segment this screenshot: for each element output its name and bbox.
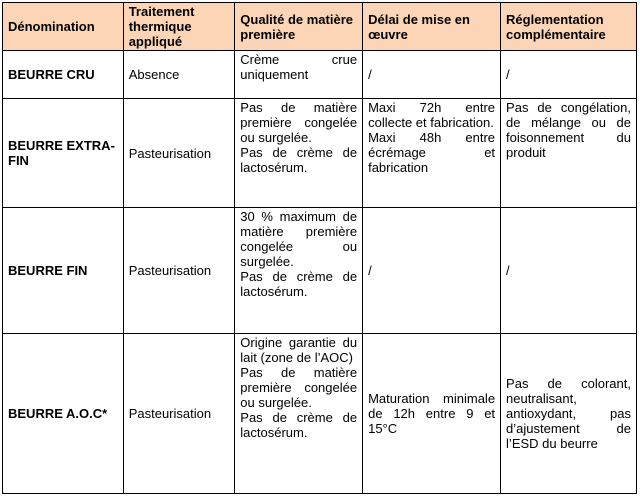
- cell-reglementation: [501, 208, 637, 334]
- cell-denomination: BEURRE CRU: [3, 51, 124, 99]
- header-denomination: Dénomination: [3, 3, 124, 51]
- cell-delai: [363, 99, 501, 208]
- qualite-text: Pas de crème de lactosérum.: [240, 410, 358, 440]
- cell-traitement: Pasteurisation: [123, 334, 235, 494]
- header-row: [3, 3, 637, 51]
- cell-delai: [363, 334, 501, 494]
- qualite-text: Origine garantie du lait (zone de l’AOC): [240, 335, 358, 365]
- qualite-text: 30 % maximum de matière première congelée ou surgelée.: [240, 209, 358, 269]
- delai-text: Maxi 48h entre écrémage et fabrication: [368, 130, 496, 175]
- header-qualite: Qualité de matière première: [235, 3, 363, 51]
- cell-traitement: Pasteurisation: [123, 99, 235, 208]
- table-row: [3, 334, 637, 494]
- cell-delai: [363, 51, 501, 99]
- delai-text: /: [368, 67, 372, 82]
- cell-qualite: [235, 208, 363, 334]
- butter-regulation-table: [2, 2, 637, 494]
- delai-text: Maxi 72h entre collecte et fabrication.: [368, 100, 496, 130]
- cell-qualite: [235, 334, 363, 494]
- reglementation-text: /: [506, 67, 510, 82]
- cell-denomination: BEURRE FIN: [3, 208, 124, 334]
- qualite-text: Crème crue uniquement: [240, 52, 358, 82]
- delai-text: Maturation minimale de 12h entre 9 et 15°C: [368, 391, 496, 436]
- table-row: [3, 51, 637, 99]
- cell-reglementation: [501, 99, 637, 208]
- reglementation-text: Pas de congélation, de mélange ou de foisonnement du produit: [506, 100, 631, 160]
- cell-qualite: [235, 51, 363, 99]
- cell-denomination: BEURRE EXTRA- FIN: [3, 99, 124, 208]
- cell-qualite: [235, 99, 363, 208]
- reglementation-text: /: [506, 263, 510, 278]
- qualite-text: Pas de crème de lactosérum.: [240, 145, 358, 175]
- reglementation-text: Pas de colorant, neutralisant, antioxydant, pas d’ajustement de l’ESD du beurre: [506, 376, 631, 451]
- cell-denomination: BEURRE A.O.C*: [3, 334, 124, 494]
- delai-text: /: [368, 263, 372, 278]
- cell-delai: [363, 208, 501, 334]
- qualite-text: Pas de matière première congelée ou surgelée.: [240, 365, 358, 410]
- header-reglementation: Réglementation complémentaire: [501, 3, 637, 51]
- header-traitement: Traitement thermique appliqué: [123, 3, 235, 51]
- qualite-text: Pas de crème de lactosérum.: [240, 269, 358, 299]
- table-row: [3, 99, 637, 208]
- header-delai: Délai de mise en œuvre: [363, 3, 501, 51]
- cell-reglementation: [501, 334, 637, 494]
- table-row: [3, 208, 637, 334]
- cell-traitement: Absence: [123, 51, 235, 99]
- cell-reglementation: [501, 51, 637, 99]
- qualite-text: Pas de matière première congelée ou surgelée.: [240, 100, 358, 145]
- cell-traitement: Pasteurisation: [123, 208, 235, 334]
